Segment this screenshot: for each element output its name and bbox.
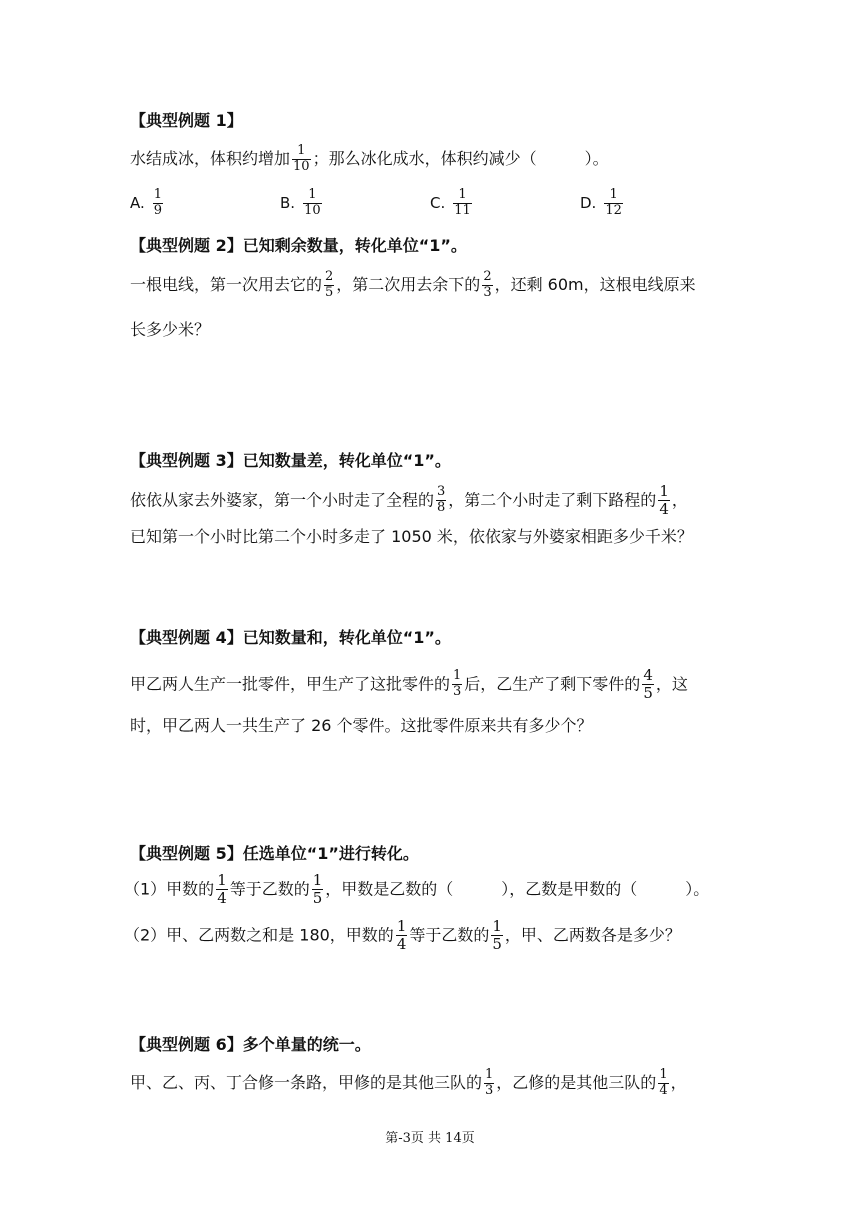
fraction-numerator: 2: [483, 269, 492, 284]
option-label: B.: [280, 193, 296, 212]
text-segment: 等于乙数的: [409, 925, 490, 945]
text-segment: 水结成冰，体积约增加: [130, 148, 291, 168]
example-4-line-2: 时，甲乙两人一共生产了 26 个零件。这批零件原来共有多少个？: [130, 716, 593, 735]
fraction: [453, 188, 472, 219]
example-4-title: 【典型例题 4】已知数量和，转化单位“1”。: [130, 628, 451, 647]
text-segment: ，第二次用去余下的: [336, 274, 481, 294]
fraction-numerator: 1: [153, 187, 163, 202]
example-6-title: 【典型例题 6】多个单量的统一。: [130, 1035, 371, 1054]
example-3-line-2: 已知第一个小时比第二个小时多走了 1050 米，依依家与外婆家相距多少千米？: [130, 527, 693, 546]
fraction-denominator: 5: [643, 684, 653, 703]
fraction: [312, 872, 324, 908]
text-segment: ，乙修的是其他三队的: [496, 1072, 657, 1092]
fraction-numerator: 1: [453, 668, 462, 684]
example-5-title: 【典型例题 5】任选单位“1”进行转化。: [130, 844, 419, 863]
example-6-line-1: [130, 1068, 687, 1099]
fraction-denominator: 5: [492, 935, 502, 954]
fraction: [153, 188, 163, 219]
fraction-denominator: 12: [605, 202, 622, 218]
fraction-numerator: 4: [643, 666, 653, 684]
fraction-numerator: 1: [604, 188, 623, 204]
text-segment: ，甲、乙两数各是多少？: [504, 925, 681, 945]
fraction: [491, 918, 503, 954]
fraction-denominator: 3: [483, 284, 492, 300]
option-a: [130, 188, 165, 219]
fraction-numerator: 1: [312, 871, 323, 889]
text-segment: ，还剩 60m，这根电线原来: [494, 274, 696, 294]
fraction: [604, 188, 623, 219]
fraction-numerator: 1: [303, 188, 322, 204]
option-c: [430, 188, 474, 219]
example-5-question-1: [124, 872, 709, 908]
fraction: [292, 144, 311, 175]
fraction-denominator: 9: [153, 202, 163, 218]
example-3-line-1: [130, 483, 688, 519]
fraction-numerator: 3: [437, 484, 446, 500]
example-3-title: 【典型例题 3】已知数量差，转化单位“1”。: [130, 451, 451, 470]
fraction-denominator: 5: [312, 889, 323, 908]
fraction-numerator: 1: [453, 188, 472, 204]
option-label: C.: [430, 193, 446, 212]
fraction: [642, 667, 654, 703]
text-segment: （2）甲、乙两数之和是 180，甲数的: [124, 925, 394, 945]
example-5-question-2: [124, 918, 681, 954]
fraction-numerator: 1: [217, 871, 227, 889]
fraction-denominator: 4: [659, 1082, 668, 1098]
text-segment: 等于乙数的: [229, 879, 310, 899]
fraction-numerator: 1: [659, 1067, 668, 1082]
example-1-title: 【典型例题 1】: [130, 111, 243, 130]
fraction: [216, 872, 228, 908]
fraction-numerator: 1: [292, 144, 311, 160]
page-footer: 第-3页 共 14页: [385, 1131, 475, 1146]
fraction-numerator: 1: [659, 482, 669, 500]
fraction: [658, 1068, 668, 1099]
fraction-denominator: 8: [437, 500, 446, 516]
fraction-denominator: 11: [454, 202, 471, 218]
fraction-numerator: 1: [396, 917, 407, 935]
text-segment: ，: [671, 490, 688, 510]
option-d: [580, 188, 625, 219]
example-2-line-1: [130, 270, 696, 301]
fraction: [324, 270, 334, 301]
fraction-denominator: 3: [485, 1082, 494, 1098]
fraction: [303, 188, 322, 219]
option-b: [280, 188, 324, 219]
fraction-numerator: 1: [492, 917, 502, 935]
text-segment: ；那么冰化成水，体积约减少（ ）。: [312, 148, 609, 168]
text-segment: 甲乙两人生产一批零件，甲生产了这批零件的: [130, 674, 451, 694]
text-segment: 依依从家去外婆家，第一个小时走了全程的: [130, 490, 435, 510]
text-segment: ，甲数是乙数的（ ），乙数是甲数的（ ）。: [325, 879, 710, 899]
text-segment: 甲、乙、丙、丁合修一条路，甲修的是其他三队的: [130, 1072, 483, 1092]
fraction-denominator: 4: [659, 500, 669, 519]
text-segment: 后，乙生产了剩下零件的: [464, 674, 641, 694]
fraction: [658, 483, 670, 519]
fraction: [436, 485, 446, 516]
fraction: [396, 918, 408, 954]
example-1-question: [130, 144, 609, 175]
text-segment: ，这: [655, 674, 688, 694]
fraction: [482, 270, 492, 301]
example-2-title: 【典型例题 2】已知剩余数量，转化单位“1”。: [130, 236, 467, 255]
fraction-denominator: 5: [325, 284, 334, 300]
text-segment: （1）甲数的: [124, 879, 215, 899]
example-2-line-2: 长多少米？: [130, 320, 211, 339]
fraction-denominator: 3: [453, 684, 462, 700]
fraction: [452, 669, 462, 700]
text-segment: ，: [670, 1072, 687, 1092]
fraction-denominator: 4: [396, 935, 407, 954]
fraction-numerator: 1: [485, 1067, 494, 1082]
text-segment: 一根电线，第一次用去它的: [130, 274, 323, 294]
example-4-line-1: [130, 667, 688, 703]
fraction-denominator: 10: [304, 202, 321, 218]
text-segment: ，第二个小时走了剩下路程的: [448, 490, 657, 510]
fraction: [484, 1068, 494, 1099]
fraction-denominator: 4: [217, 889, 227, 908]
option-label: D.: [580, 193, 597, 212]
fraction-denominator: 10: [293, 158, 310, 174]
option-label: A.: [130, 193, 145, 212]
fraction-numerator: 2: [325, 269, 334, 284]
